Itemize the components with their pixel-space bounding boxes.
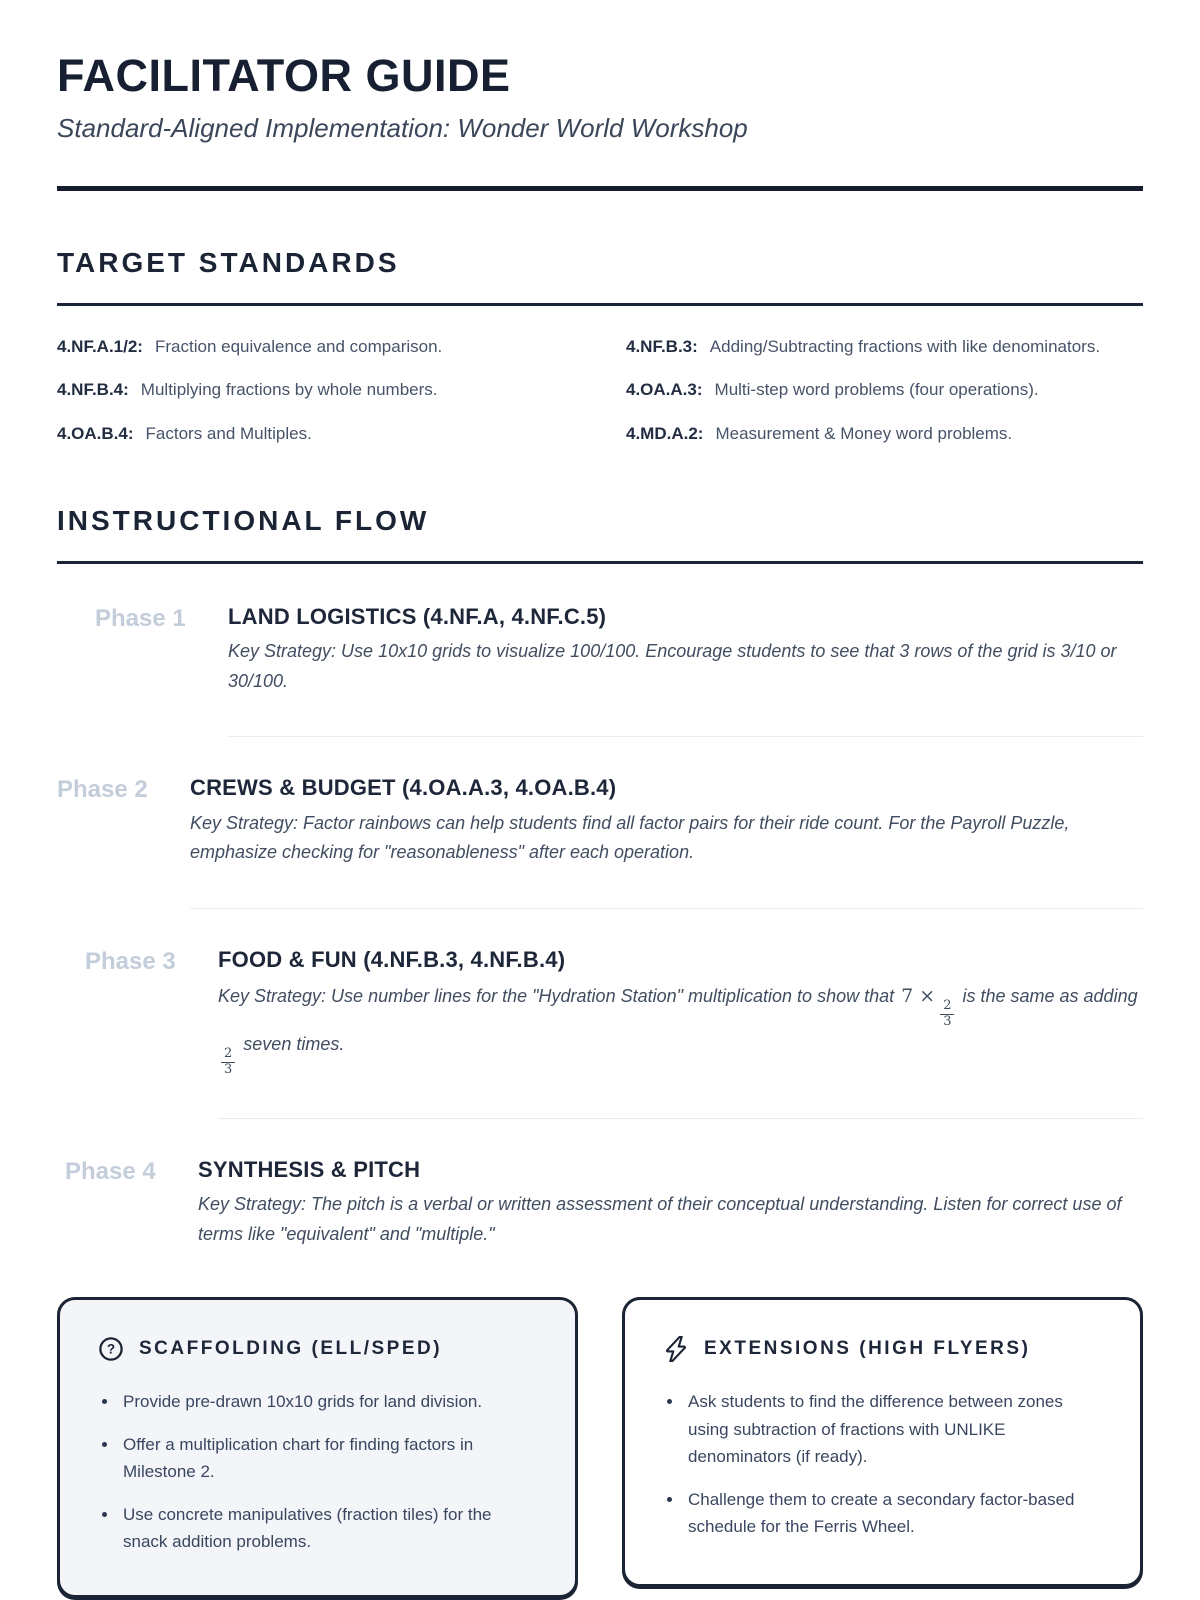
page-title: FACILITATOR GUIDE [57,50,511,101]
phase-strategy [218,981,1143,1078]
phase-label: Phase 4 [65,1157,156,1185]
phase-strategy: Key Strategy: Use 10x10 grids to visualize 100/100. Encourage students to see that 3 rows of the grid is 3/10 or 30/100. [228,640,1117,691]
scaffolding-callout-box [57,1297,578,1598]
math-expression [899,984,957,1029]
phase-content [218,947,1143,1077]
fraction-numerator: 2 [940,999,954,1015]
standard-item [57,375,574,406]
standard-code: 4.OA.B.4: [57,423,134,443]
facilitator-guide-page [0,52,1200,1600]
phase-content [198,1157,1143,1250]
svg-text:?: ? [106,1341,116,1357]
section-heading-standards: TARGET STANDARDS [57,247,400,279]
strategy-text: Key Strategy: Use number lines for the "Hydration Station" multiplication to show that [218,985,895,1006]
phase-row-1 [95,564,1143,737]
standard-description: Measurement & Money word problems. [715,423,1013,443]
fraction-denominator: 3 [224,1061,233,1077]
callout-bullet-list [663,1388,1102,1541]
section-heading-flow: INSTRUCTIONAL FLOW [57,505,430,537]
phase-row-3 [85,909,1143,1117]
page-subtitle: Standard-Aligned Implementation: Wonder World Workshop [57,113,748,144]
standard-description: Factors and Multiples. [145,423,312,443]
standard-description: Multi-step word problems (four operations). [714,380,1039,400]
standard-description: Fraction equivalence and comparison. [154,336,443,356]
standard-item [57,419,574,450]
standard-description: Multiplying fractions by whole numbers. [140,380,438,400]
phase-label: Phase 1 [95,604,186,632]
standard-item [626,332,1143,363]
math-expression [218,1034,238,1077]
phase-label: Phase 3 [85,948,176,976]
phase-title: LAND LOGISTICS (4.NF.A, 4.NF.C.5) [228,603,607,629]
phase-title: CREWS & BUDGET (4.OA.A.3, 4.OA.B.4) [190,775,617,801]
fraction-numerator: 2 [221,1047,235,1063]
bullet-item: Use concrete manipulatives (fraction tiles) for the snack addition problems. [98,1501,537,1556]
bullet-item: Offer a multiplication chart for finding factors in Milestone 2. [98,1431,537,1486]
extensions-callout-box [622,1297,1143,1587]
callout-bullet-list [98,1388,537,1556]
callout-heading: EXTENSIONS (HIGH FLYERS) [704,1338,1031,1360]
instructional-flow-section [57,505,1143,1249]
fraction [940,999,954,1030]
standard-item [626,375,1143,406]
phase-content [190,775,1143,868]
phase-strategy: Key Strategy: Factor rainbows can help students find all factor pairs for their ride count. For the Payroll Puzzle, emphasize checking for "reasonableness" after each operation. [190,812,1070,863]
phase-strategy: Key Strategy: The pitch is a verbal or written assessment of their conceptual understanding. Listen for correct use of terms like "equivalent" and "multiple." [198,1193,1122,1244]
fraction [221,1047,235,1078]
fraction-denominator: 3 [943,1013,952,1029]
phase-label: Phase 2 [57,776,148,804]
phase-title: SYNTHESIS & PITCH [198,1156,421,1182]
callout-boxes [57,1297,1143,1598]
standards-grid [57,332,1143,450]
phase-row-2 [57,737,1143,908]
standard-code: 4.NF.B.4: [57,380,129,400]
bullet-item: Ask students to find the difference between zones using subtraction of fractions with UNLIKE denominators (if ready). [663,1388,1102,1471]
strategy-text: seven times. [243,1033,345,1054]
standard-item [57,332,574,363]
standard-description: Adding/Subtracting fractions with like denominators. [709,336,1101,356]
section-divider [57,303,1143,306]
phase-title: FOOD & FUN (4.NF.B.3, 4.NF.B.4) [218,947,566,973]
bullet-item: Provide pre-drawn 10x10 grids for land division. [98,1388,537,1416]
standard-code: 4.NF.A.1/2: [57,336,143,356]
phase-content [228,604,1143,697]
phase-row-4 [65,1119,1143,1250]
strategy-text: is the same as adding [962,985,1138,1006]
callout-header [663,1336,1102,1362]
question-circle-icon [98,1336,124,1362]
callout-header [98,1336,537,1362]
standard-code: 4.OA.A.3: [626,380,703,400]
standard-code: 4.MD.A.2: [626,423,704,443]
bullet-item: Challenge them to create a secondary factor-based schedule for the Ferris Wheel. [663,1486,1102,1541]
standard-code: 4.NF.B.3: [626,336,698,356]
math-multiplicand: 7 × [901,984,936,1007]
header-divider [57,186,1143,191]
target-standards-section [57,247,1143,449]
lightning-bolt-icon [663,1336,689,1362]
callout-heading: SCAFFOLDING (ELL/SPED) [139,1338,443,1360]
standard-item [626,419,1143,450]
document-header [57,52,1143,191]
